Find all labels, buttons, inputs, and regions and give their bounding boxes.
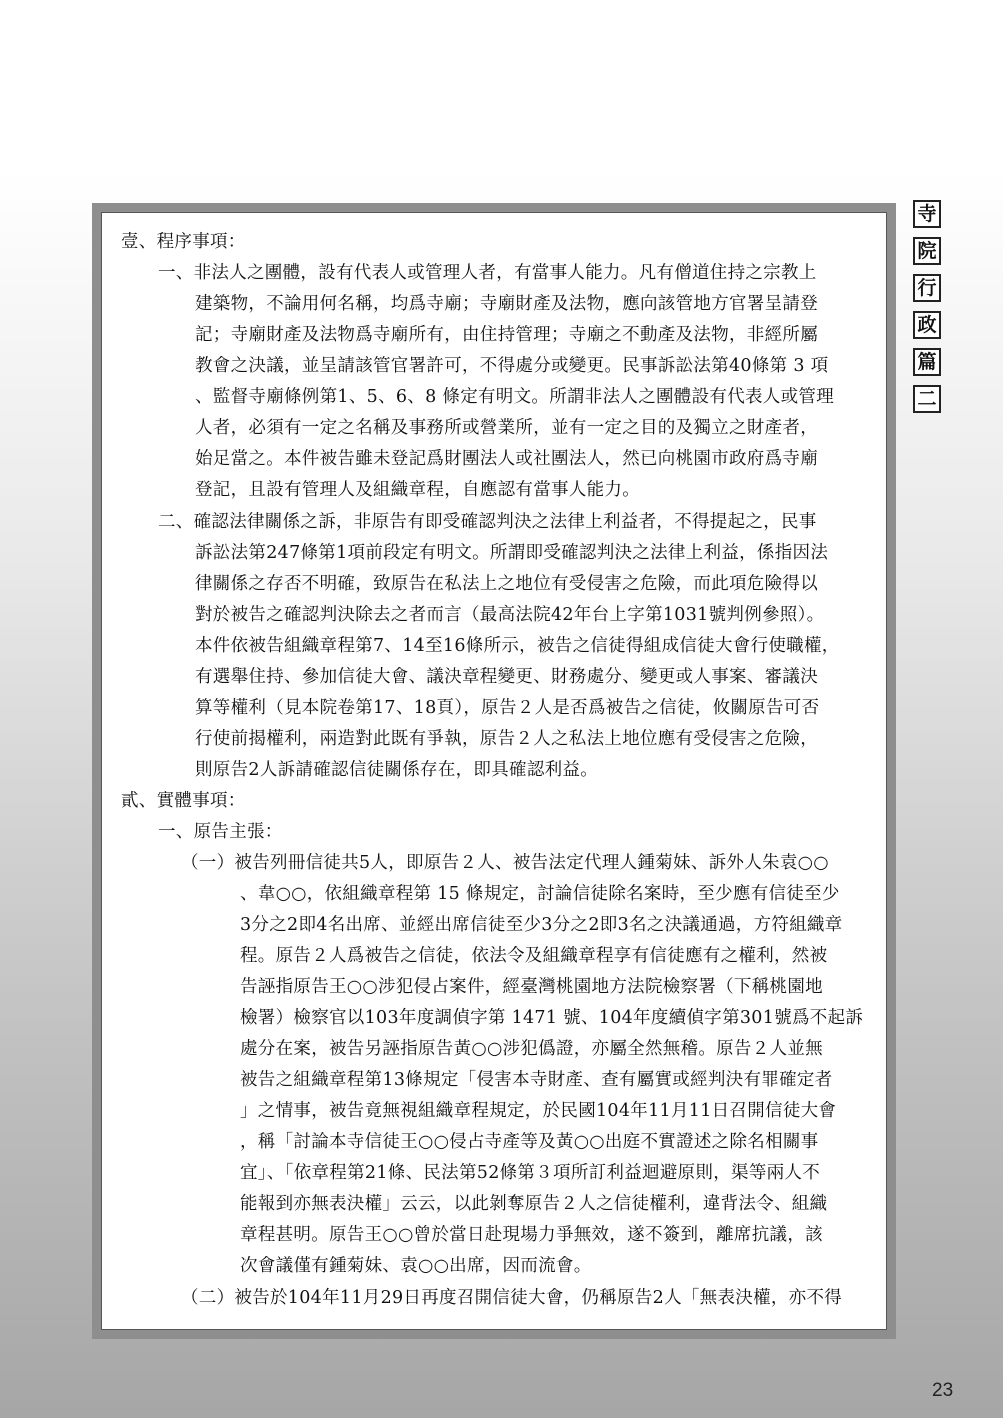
paragraph-line: 告誣指原告王○○涉犯侵占案件，經臺灣桃園地方法院檢察署（下稱桃園地 — [240, 977, 823, 997]
paragraph-line: 訴訟法第247條第1項前段定有明文。所謂即受確認判決之法律上利益，係指因法 — [195, 543, 829, 563]
paragraph-line: 算等權利（見本院卷第17、18頁），原告２人是否爲被告之信徒，攸關原告可否 — [195, 698, 820, 718]
page-number: 23 — [932, 1380, 954, 1401]
paragraph-line: 檢署）檢察官以103年度調偵字第 1471 號、104年度續偵字第301號爲不起訴 — [240, 1008, 864, 1028]
paragraph-line: 、監督寺廟條例第1、5、6、8 條定有明文。所謂非法人之團體設有代表人或管理 — [195, 387, 834, 407]
subsection-heading: 一、原告主張： — [158, 822, 283, 842]
paragraph-line: （二）被告於104年11月29日再度召開信徒大會，仍稱原告2人「無表決權，亦不得 — [181, 1288, 843, 1308]
side-tab: 行 — [913, 274, 941, 302]
paragraph-line: 被告之組織章程第13條規定「侵害本寺財產、查有屬實或經判決有罪確定者 — [240, 1070, 833, 1090]
section-heading-procedure: 壹、程序事項： — [121, 232, 246, 252]
paragraph-line: ，稱「討論本寺信徒王○○侵占寺產等及黃○○出庭不實證述之除名相關事 — [240, 1132, 819, 1152]
side-tab: 寺 — [913, 200, 941, 228]
paragraph-line: 本件依被告組織章程第7、14至16條所示，被告之信徒得組成信徒大會行使職權， — [195, 636, 840, 656]
paragraph-line: 教會之決議，並呈請該管官署許可，不得處分或變更。民事訴訟法第40條第 3 項 — [195, 356, 829, 376]
paragraph-line: 」之情事，被告竟無視組織章程規定，於民國104年11月11日召開信徒大會 — [240, 1101, 837, 1121]
side-tab: 院 — [913, 237, 941, 265]
paragraph-line: （一）被告列冊信徒共5人，即原告２人、被告法定代理人鍾菊妹、訴外人朱袁○○ — [181, 853, 829, 873]
paragraph-line: 宜」、「依章程第21條、民法第52條第３項所訂利益迴避原則，渠等兩人不 — [240, 1163, 821, 1183]
paragraph-line: 3分之2即4名出席、並經出席信徒至少3分之2即3名之決議通過，方符組織章 — [240, 915, 843, 935]
paragraph-line: 章程甚明。原告王○○曾於當日赴現場力爭無效，遂不簽到，離席抗議，該 — [240, 1225, 823, 1245]
paragraph-line: 始足當之。本件被告雖未登記爲財團法人或社團法人，然已向桃園市政府爲寺廟 — [195, 449, 818, 469]
paragraph-line: 律關係之存否不明確，致原告在私法上之地位有受侵害之危險，而此項危險得以 — [195, 574, 818, 594]
paragraph-line: 處分在案，被告另誣指原告黃○○涉犯僞證，亦屬全然無稽。原告２人並無 — [240, 1039, 823, 1059]
paragraph-line: 人者，必須有一定之名稱及事務所或營業所，並有一定之目的及獨立之財產者， — [195, 418, 818, 438]
paragraph-line: 、韋○○，依組織章程第 15 條規定，討論信徒除名案時，至少應有信徒至少 — [240, 884, 840, 904]
paragraph-line: 一、非法人之團體，設有代表人或管理人者，有當事人能力。凡有僧道住持之宗教上 — [158, 263, 817, 283]
paragraph-line: 記；寺廟財產及法物爲寺廟所有，由住持管理；寺廟之不動產及法物，非經所屬 — [195, 325, 818, 345]
paragraph-line: 二、確認法律關係之訴，非原告有即受確認判決之法律上利益者，不得提起之，民事 — [158, 512, 817, 532]
paragraph-line: 建築物，不論用何名稱，均爲寺廟；寺廟財產及法物，應向該管地方官署呈請登 — [195, 294, 818, 314]
paragraph-line: 登記，且設有管理人及組織章程，自應認有當事人能力。 — [195, 480, 640, 500]
paragraph-line: 有選舉住持、參加信徒大會、議決章程變更、財務處分、變更或人事案、審議決 — [195, 667, 818, 687]
side-tab: 篇 — [913, 348, 941, 376]
paragraph-line: 次會議僅有鍾菊妹、袁○○出席，因而流會。 — [240, 1256, 592, 1276]
side-tab: 二 — [913, 385, 941, 413]
paragraph-line: 能報到亦無表決權」云云，以此剝奪原告２人之信徒權利，違背法令、組織 — [240, 1194, 828, 1214]
section-heading-substance: 貳、實體事項： — [121, 791, 246, 811]
side-tab: 政 — [913, 311, 941, 339]
paragraph-line: 則原告2人訴請確認信徒關係存在，即具確認利益。 — [195, 760, 599, 780]
paragraph-line: 對於被告之確認判決除去之者而言（最高法院42年台上字第1031號判例參照）。 — [195, 605, 825, 625]
paragraph-line: 程。原告２人爲被告之信徒，依法令及組織章程享有信徒應有之權利，然被 — [240, 946, 828, 966]
paragraph-line: 行使前揭權利，兩造對此既有爭執，原告２人之私法上地位應有受侵害之危險， — [195, 729, 818, 749]
